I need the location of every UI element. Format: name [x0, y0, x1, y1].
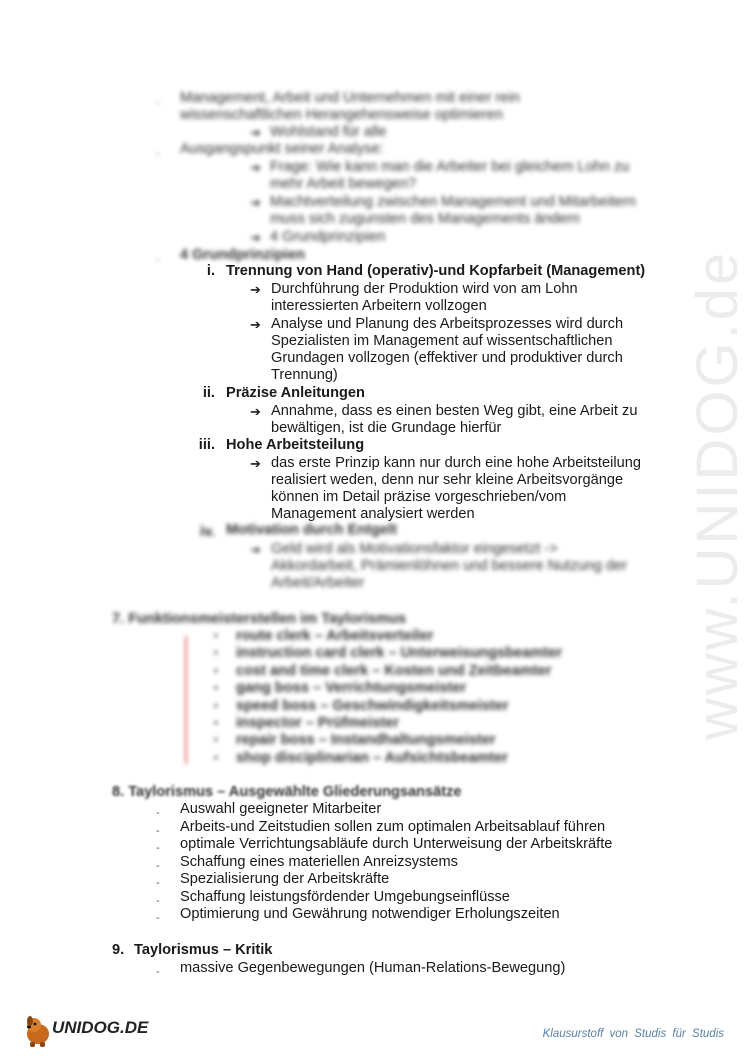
list-item: route clerk – Arbeitsverteiler	[236, 628, 434, 644]
arrow-icon: ➔	[250, 404, 261, 419]
roman-numeral: i.	[206, 263, 215, 279]
list-item: Schaffung eines materiellen Anreizsystems	[180, 854, 458, 870]
text-line: Arbeit/Arbeiter	[271, 575, 365, 591]
text-line: Machtverteilung zwischen Management und Mitarbeitern	[270, 194, 636, 210]
watermark-text: www.UNIDOG.de	[685, 249, 750, 740]
principle-title: Hohe Arbeitsteilung	[226, 437, 365, 453]
text-line: 4 Grundprinzipien	[270, 229, 386, 245]
bullet-icon: ▪	[214, 717, 218, 729]
bullet-icon: ▪	[214, 752, 218, 764]
text-line: Akkordarbeit, Prämienlöhnen und bessere Nutzung der	[271, 558, 628, 574]
text-line: Annahme, dass es einen besten Weg gibt, eine Arbeit zu	[271, 403, 638, 419]
dog-icon	[22, 1012, 56, 1048]
bullet-icon: ▪	[214, 734, 218, 746]
text-line: Management analysiert werden	[271, 506, 475, 522]
list-dash: -	[156, 148, 160, 160]
arrow-icon: ➔	[250, 125, 261, 140]
footer-slogan: Klausurstoff von Studis für Studis	[542, 1028, 724, 1040]
arrow-icon: ➔	[250, 542, 261, 557]
text-line: das erste Prinzip kann nur durch eine hohe Arbeitsteilung	[271, 455, 641, 471]
section-heading: 7. Funktionsmeisterstellen im Taylorismus	[112, 611, 407, 627]
list-dash: -	[156, 912, 160, 924]
arrow-icon: ➔	[250, 282, 261, 297]
list-dash: -	[156, 97, 160, 109]
arrow-icon: ➔	[250, 230, 261, 245]
list-item: optimale Verrichtungsabläufe durch Unterweisung der Arbeitskräfte	[180, 836, 613, 852]
list-item: Arbeits-und Zeitstudien sollen zum optimalen Arbeitsablauf führen	[180, 819, 606, 835]
arrow-icon: ➔	[250, 456, 261, 471]
list-dash: -	[156, 877, 160, 889]
list-dash: -	[156, 842, 160, 854]
roman-numeral: ii.	[202, 385, 215, 401]
list-dash: -	[156, 825, 160, 837]
list-item: Spezialisierung der Arbeitskräfte	[180, 871, 390, 887]
section-heading: 8. Taylorismus – Ausgewählte Gliederungsansätze	[112, 784, 462, 800]
section-number: 9.	[112, 942, 125, 958]
unidog-logo	[22, 1012, 152, 1048]
list-dash: -	[156, 966, 160, 978]
text-line: können im Detail präzise vorgeschrieben/vom	[271, 489, 567, 505]
bullet-icon: ▪	[214, 630, 218, 642]
text-line: 4 Grundprinzipien	[180, 247, 305, 263]
bullet-icon: ▪	[214, 700, 218, 712]
list-dash: -	[156, 860, 160, 872]
text-line: Trennung)	[271, 367, 338, 383]
list-dash: -	[156, 254, 160, 266]
list-dash: -	[156, 807, 160, 819]
roman-numeral: iv.	[199, 524, 215, 540]
text-line: Ausgangspunkt seiner Analyse:	[180, 141, 384, 157]
list-item: Schaffung leistungsfördender Umgebungseinflüsse	[180, 889, 510, 905]
roman-numeral: iii.	[198, 437, 215, 453]
arrow-icon: ➔	[250, 160, 261, 175]
text-line: interessierten Arbeitern vollzogen	[271, 298, 487, 314]
bullet-icon: ▪	[214, 682, 218, 694]
text-line: muss sich zugunsten des Managements ändern	[270, 211, 580, 227]
list-item: Optimierung und Gewährung notwendiger Erholungszeiten	[180, 906, 560, 922]
list-dash: -	[156, 895, 160, 907]
text-line: Wohlstand für alle	[270, 124, 387, 140]
timeline-line	[185, 636, 187, 764]
text-line: Geld wird als Motivationsfaktor eingesetzt ->	[271, 541, 558, 557]
list-item: repair boss – Instandhaltungsmeister	[236, 732, 496, 748]
bullet-icon: ▪	[214, 665, 218, 677]
text-line: Spezialisten im Management auf wissentschaftlichen	[271, 333, 613, 349]
text-line: Grundagen vollzogen (effektiver und produktiver durch	[271, 350, 623, 366]
bullet-icon: ▪	[214, 647, 218, 659]
text-line: realisiert weden, denn nur sehr kleine Arbeitsvorgänge	[271, 472, 624, 488]
principle-title: Trennung von Hand (operativ)-und Kopfarbeit (Management)	[226, 263, 646, 279]
list-item: Auswahl geeigneter Mitarbeiter	[180, 801, 382, 817]
list-item: instruction card clerk – Unterweisungsbeamter	[236, 645, 563, 661]
list-item: cost and time clerk – Kosten und Zeitbeamter	[236, 663, 552, 679]
text-line: bewältigen, ist die Grundage hierfür	[271, 420, 502, 436]
text-line: Management, Arbeit und Unternehmen mit einer rein	[180, 90, 520, 106]
list-item: gang boss – Verrichtungsmeister	[236, 680, 467, 696]
text-line: wissenschaftlichen Herangehensweise optimieren	[180, 107, 503, 123]
principle-title: Motivation durch Entgelt	[226, 522, 398, 538]
section-heading: Taylorismus – Kritik	[134, 942, 273, 958]
text-line: Analyse und Planung des Arbeitsprozesses wird durch	[271, 316, 624, 332]
principle-title: Präzise Anleitungen	[226, 385, 365, 401]
text-line: Frage: Wie kann man die Arbeiter bei gleichem Lohn zu	[270, 159, 630, 175]
text-line: Durchführung der Produktion wird von am Lohn	[271, 281, 578, 297]
list-item: shop disciplinarian – Aufsichtsbeamter	[236, 750, 508, 766]
arrow-icon: ➔	[250, 317, 261, 332]
list-item: massive Gegenbewegungen (Human-Relations-Bewegung)	[180, 960, 566, 976]
list-item: inspector – Prüfmeister	[236, 715, 400, 731]
logo-text: UNIDOG.DE	[52, 1018, 149, 1037]
arrow-icon: ➔	[250, 195, 261, 210]
text-line: mehr Arbeit bewegen?	[270, 176, 417, 192]
list-item: speed boss – Geschwindigkeitsmeister	[236, 698, 509, 714]
